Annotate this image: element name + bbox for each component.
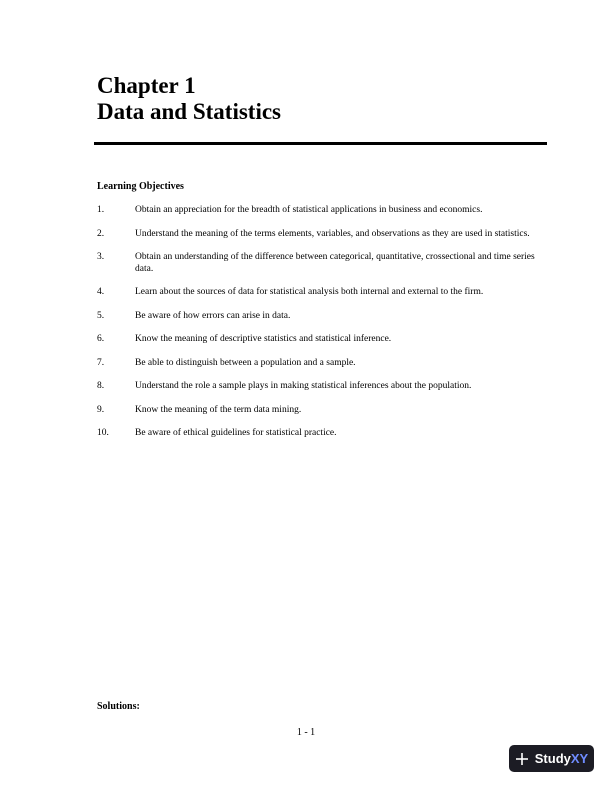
title-divider (94, 142, 547, 145)
plus-icon (515, 752, 529, 766)
objective-number: 5. (97, 310, 105, 321)
chapter-number: Chapter 1 (97, 73, 196, 98)
objective-item (97, 252, 537, 275)
objective-item (97, 428, 537, 440)
objective-number: 9. (97, 404, 105, 415)
studyxy-logo-text (535, 751, 588, 766)
objective-number: 8. (97, 381, 105, 391)
objective-text: Obtain an understanding of the difference between categorical, quantitative, crossectional and time series data. (135, 252, 535, 274)
objective-text: Learn about the sources of data for statistical analysis both internal and external to the firm. (135, 287, 484, 297)
objective-number: 2. (97, 228, 105, 239)
objective-number: 4. (97, 287, 105, 297)
objective-item (97, 381, 537, 393)
objective-number: 10. (97, 428, 109, 438)
objective-text: Know the meaning of the term data mining. (135, 404, 302, 415)
chapter-title (97, 73, 281, 125)
objective-number: 3. (97, 252, 105, 262)
objective-text: Know the meaning of descriptive statistics and statistical inference. (135, 334, 392, 344)
objective-text: Be aware of how errors can arise in data. (135, 310, 291, 321)
objective-item (97, 311, 537, 323)
objective-number: 1. (97, 205, 105, 215)
objective-item (97, 287, 537, 299)
objective-item (97, 205, 537, 217)
objective-item (97, 358, 537, 370)
objective-number: 6. (97, 334, 105, 344)
objective-text: Be aware of ethical guidelines for statistical practice. (135, 428, 337, 438)
brand-text-study: Study (534, 751, 571, 766)
learning-objectives-list (97, 205, 537, 452)
objective-text: Be able to distinguish between a population and a sample. (135, 357, 356, 368)
objective-text: Understand the meaning of the terms elements, variables, and observations as they are used in statistics. (135, 228, 530, 239)
solutions-heading: Solutions: (97, 701, 140, 712)
objective-item (97, 405, 537, 417)
learning-objectives-heading: Learning Objectives (97, 181, 184, 192)
objective-item (97, 229, 537, 241)
studyxy-badge[interactable] (509, 745, 594, 772)
objective-text: Understand the role a sample plays in making statistical inferences about the population. (135, 381, 472, 391)
objective-item (97, 334, 537, 346)
objective-text: Obtain an appreciation for the breadth of statistical applications in business and economics. (135, 205, 483, 215)
objective-number: 7. (97, 357, 105, 368)
chapter-name: Data and Statistics (97, 99, 282, 124)
page-number: 1 - 1 (296, 727, 316, 738)
brand-text-xy: XY (570, 751, 589, 766)
